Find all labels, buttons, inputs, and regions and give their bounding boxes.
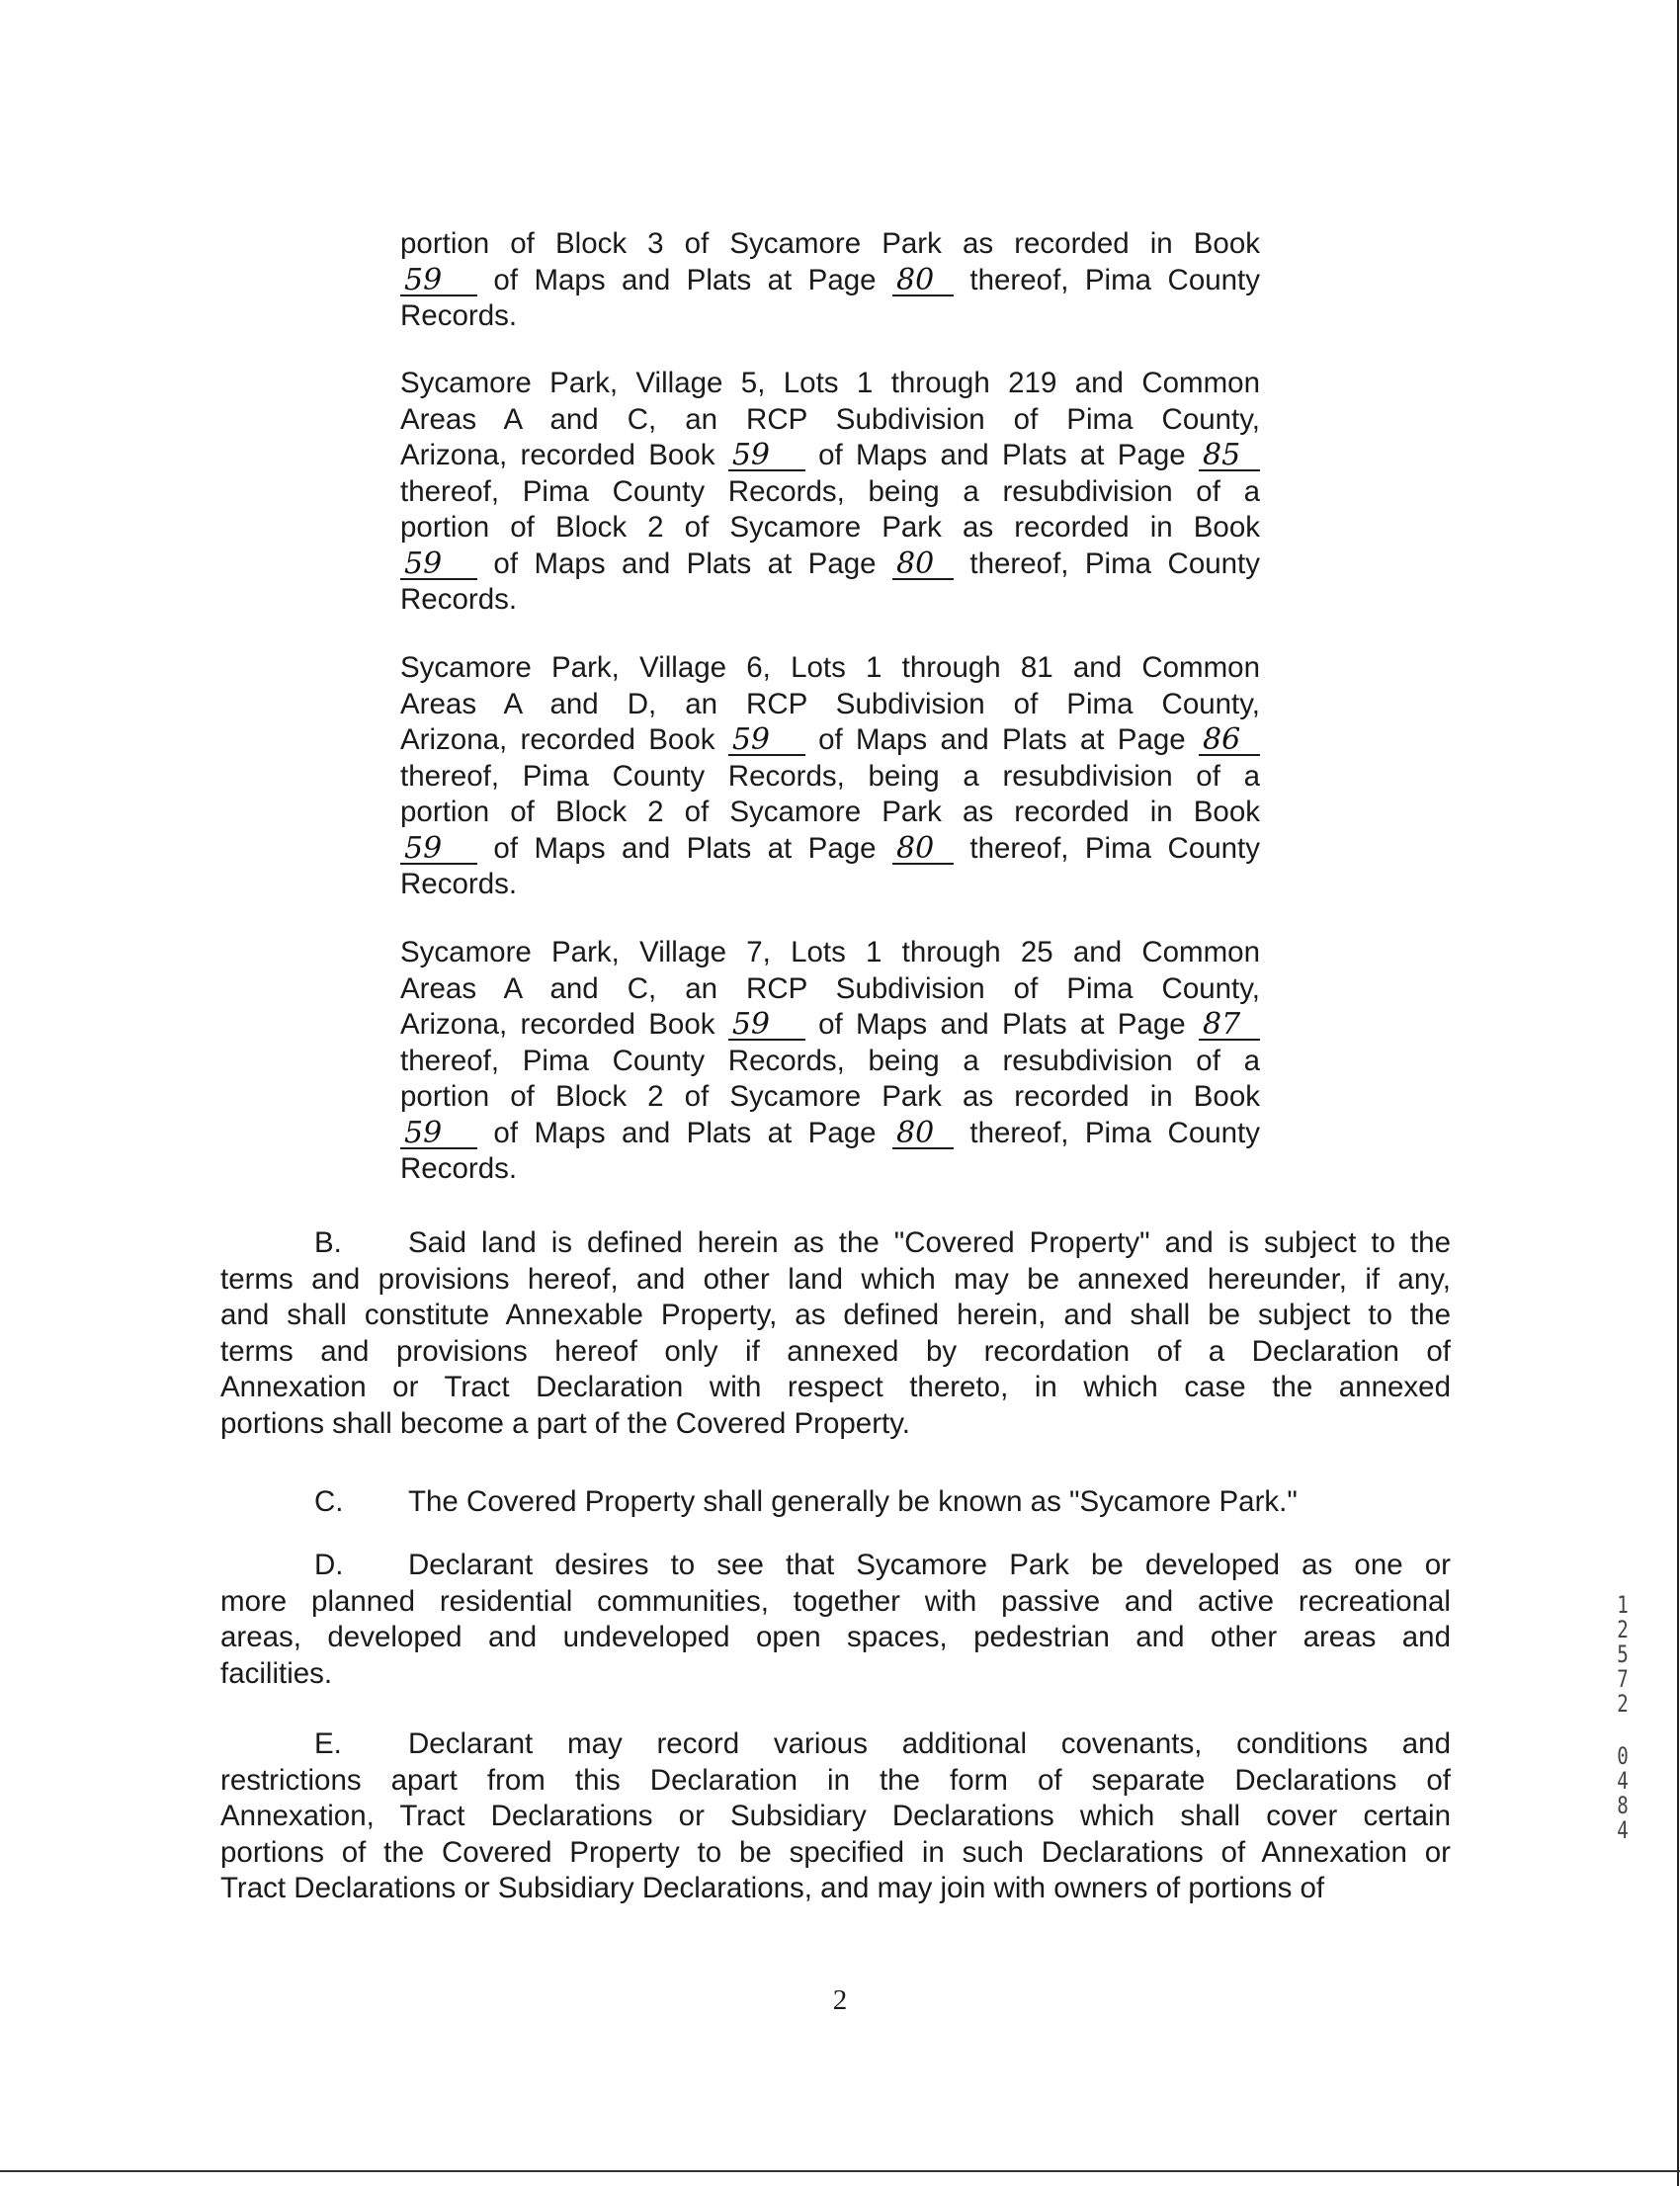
handwritten-book-number: 59 <box>400 835 477 865</box>
paragraph-block3-continuation <box>400 226 1260 335</box>
handwritten-book-number: 59 <box>400 1120 477 1149</box>
text-line <box>400 263 1260 299</box>
text-line <box>220 1726 1451 1763</box>
paragraph-c <box>220 1484 1451 1521</box>
text-line: Records. <box>400 583 518 616</box>
handwritten-book-number: 59 <box>728 442 805 471</box>
paragraph-village-7 <box>400 935 1260 1188</box>
text-line: Sycamore Park, Village 5, Lots 1 through 219 and Common <box>400 367 1260 399</box>
text-segment: of Maps and Plats at Page <box>804 439 1199 471</box>
text-line <box>400 546 1260 583</box>
text-segment: Said land is defined herein as the "Covered Property" and is subject to the <box>408 1226 1451 1259</box>
paragraph-label: E. <box>314 1727 342 1760</box>
text-line: portion of Block 2 of Sycamore Park as recorded in Book <box>400 796 1260 828</box>
text-segment: thereof, Pima County <box>954 263 1260 296</box>
text-line: Annexation, Tract Declarations or Subsidiary Declarations which shall cover certain <box>220 1800 1451 1832</box>
text-line: portion of Block 2 of Sycamore Park as recorded in Book <box>400 511 1260 544</box>
paragraph-village-6 <box>400 650 1260 903</box>
paragraph-label: D. <box>314 1549 344 1581</box>
text-segment: The Covered Property shall generally be known as "Sycamore Park." <box>408 1485 1298 1518</box>
text-segment: thereof, Pima County <box>954 1116 1260 1149</box>
text-line: facilities. <box>220 1656 333 1690</box>
scan-edge-right <box>1677 0 1679 2186</box>
text-line: and shall constitute Annexable Property, as defined herein, and shall be subject to the <box>220 1299 1451 1331</box>
text-line: Areas A and C, an RCP Subdivision of Pima County, <box>400 971 1260 1005</box>
text-line: Areas A and D, an RCP Subdivision of Pima County, <box>400 687 1260 720</box>
text-line <box>220 1548 1451 1584</box>
paragraph-label: B. <box>314 1226 342 1259</box>
paragraph-d <box>220 1548 1451 1692</box>
handwritten-book-number: 59 <box>400 267 477 296</box>
text-line: Records. <box>400 868 518 900</box>
paragraph-village-5 <box>400 366 1260 619</box>
text-segment: of Maps and Plats at Page <box>804 1008 1199 1041</box>
text-segment: Declarant may record various additional covenants, conditions and <box>408 1727 1451 1760</box>
text-line: portion of Block 2 of Sycamore Park as recorded in Book <box>400 1080 1260 1113</box>
text-line: portions shall become a part of the Covered Property. <box>220 1406 910 1440</box>
text-line <box>400 722 1260 759</box>
handwritten-page-number: 80 <box>892 1120 954 1149</box>
handwritten-page-number: 80 <box>892 835 954 865</box>
text-line: Sycamore Park, Village 7, Lots 1 through 25 and Common <box>400 936 1260 968</box>
text-line <box>400 831 1260 868</box>
text-line: Annexation or Tract Declaration with respect thereto, in which case the annexed <box>220 1371 1451 1403</box>
text-line: areas, developed and undeveloped open spaces, pedestrian and other areas and <box>220 1621 1451 1653</box>
text-segment: of Maps and Plats at Page <box>477 831 892 865</box>
recording-stamp <box>1608 1593 1638 1843</box>
text-segment: of Maps and Plats at Page <box>477 1116 892 1149</box>
text-line: thereof, Pima County Records, being a resubdivision of a <box>400 1044 1260 1077</box>
text-line: thereof, Pima County Records, being a resubdivision of a <box>400 474 1260 508</box>
text-segment: of Maps and Plats at Page <box>804 723 1199 756</box>
text-line <box>400 1116 1260 1152</box>
handwritten-page-number: 86 <box>1199 726 1260 756</box>
text-line: Records. <box>400 299 518 332</box>
text-line: terms and provisions hereof, and other land which may be annexed hereunder, if any, <box>220 1262 1451 1296</box>
text-line: restrictions apart from this Declaration in the form of separate Declarations of <box>220 1763 1451 1797</box>
text-segment: of Maps and Plats at Page <box>477 546 892 580</box>
paragraph-e <box>220 1726 1451 1907</box>
stamp-page: 0 4 8 4 <box>1617 1742 1629 1844</box>
text-segment: Arizona, recorded Book <box>400 723 728 756</box>
text-segment: Arizona, recorded Book <box>400 439 728 471</box>
text-line: terms and provisions hereof only if annexed by recordation of a Declaration of <box>220 1334 1451 1368</box>
text-segment: of Maps and Plats at Page <box>477 263 892 296</box>
page-number: 2 <box>832 1984 848 2016</box>
text-line: portions of the Covered Property to be specified in such Declarations of Annexation or <box>220 1835 1451 1869</box>
text-line: Sycamore Park, Village 6, Lots 1 through 81 and Common <box>400 651 1260 684</box>
text-segment: Declarant desires to see that Sycamore Park be developed as one or <box>408 1549 1451 1581</box>
handwritten-page-number: 87 <box>1199 1011 1260 1041</box>
scan-edge-bottom <box>0 2170 1680 2172</box>
text-line <box>220 1484 1451 1521</box>
handwritten-page-number: 85 <box>1199 442 1260 471</box>
text-segment: thereof, Pima County <box>954 831 1260 865</box>
text-line: Records. <box>400 1152 518 1185</box>
text-segment: Arizona, recorded Book <box>400 1008 728 1041</box>
handwritten-book-number: 59 <box>400 550 477 580</box>
text-segment: thereof, Pima County <box>954 546 1260 580</box>
handwritten-book-number: 59 <box>728 1011 805 1041</box>
text-line: more planned residential communities, together with passive and active recreational <box>220 1584 1451 1618</box>
text-line <box>220 1225 1451 1262</box>
handwritten-page-number: 80 <box>892 267 954 296</box>
paragraph-label: C. <box>314 1485 344 1518</box>
text-line: Areas A and C, an RCP Subdivision of Pima County, <box>400 402 1260 436</box>
paragraph-b <box>220 1225 1451 1442</box>
handwritten-book-number: 59 <box>728 726 805 756</box>
handwritten-page-number: 80 <box>892 550 954 580</box>
text-line <box>400 1007 1260 1044</box>
text-line: Tract Declarations or Subsidiary Declarations, and may join with owners of portions of <box>220 1872 1325 1904</box>
stamp-docket: 1 2 5 7 2 <box>1617 1591 1629 1718</box>
text-line <box>400 438 1260 474</box>
text-line: thereof, Pima County Records, being a resubdivision of a <box>400 759 1260 793</box>
text-line: portion of Block 3 of Sycamore Park as recorded in Book <box>400 227 1260 260</box>
